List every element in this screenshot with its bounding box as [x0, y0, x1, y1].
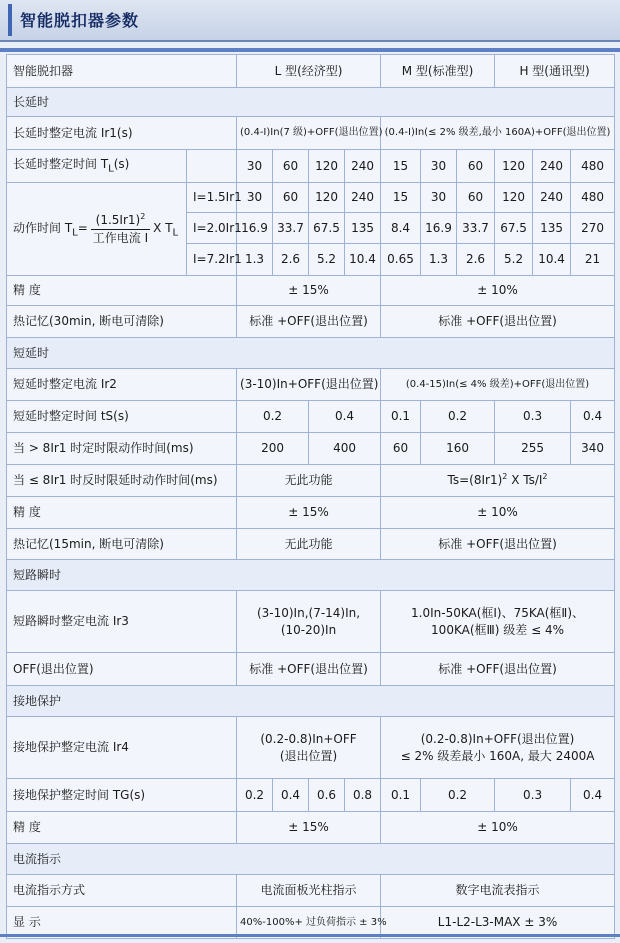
condition-label: I=1.5Ir1 [187, 183, 237, 213]
row-tg [7, 779, 615, 812]
header-l-type: L 型(经济型) [237, 55, 381, 88]
ts-mh-value: 0.3 [495, 401, 571, 433]
action-value: 30 [421, 183, 457, 213]
section-title: 接地保护 [7, 686, 615, 717]
action-value: 30 [237, 183, 273, 213]
section-instant [7, 560, 615, 591]
ir2-mh-value: (0.4-15)In(≤ 4% 级差)+OFF(退出位置) [381, 369, 615, 401]
tg-mh-value: 0.3 [495, 779, 571, 812]
row-label: 热记忆(30min, 断电可清除) [7, 306, 237, 338]
condition-label: I=7.2Ir1 [187, 244, 237, 276]
precision-l: ± 15% [237, 276, 381, 306]
title-accent-bar [8, 4, 12, 36]
row-label: 短延时整定时间 tS(s) [7, 401, 237, 433]
ir1-mh-value: (0.4-I)In(≤ 2% 级差,最小 160A)+OFF(退出位置) [381, 117, 615, 150]
precision-l: ± 15% [237, 812, 381, 844]
action-value: 480 [571, 183, 615, 213]
condition-label: I=2.0Ir1 [187, 213, 237, 244]
action-value: 1.3 [421, 244, 457, 276]
formula-fraction: $\frac{(1.5Ir1)^2}{\text{工作电流 I}}$ [92, 212, 149, 245]
action-value: 8.4 [381, 213, 421, 244]
section-ground [7, 686, 615, 717]
ir4-l-value: (0.2-0.8)In+OFF (退出位置) [237, 717, 381, 779]
fixed-mh-value: 60 [381, 433, 421, 465]
tl-value: 480 [571, 150, 615, 183]
action-value: 0.65 [381, 244, 421, 276]
tl-value: 240 [345, 150, 381, 183]
tg-l-value: 0.8 [345, 779, 381, 812]
inverse-l-value: 无此功能 [237, 465, 381, 497]
row-ir3 [7, 591, 615, 653]
row-label: 长延时整定时间 $T_L(s)$ [7, 150, 187, 183]
precision-mh: ± 10% [381, 497, 615, 529]
row-label: 精 度 [7, 497, 237, 529]
row-label: 接地保护整定时间 TG(s) [7, 779, 237, 812]
action-value: 240 [345, 183, 381, 213]
action-value: 240 [533, 183, 571, 213]
row-label: 短延时整定电流 Ir2 [7, 369, 237, 401]
action-value: 135 [345, 213, 381, 244]
row-label: 长延时整定电流 Ir1(s) [7, 117, 237, 150]
fixed-mh-value: 255 [495, 433, 571, 465]
header-divider [0, 48, 620, 52]
row-label: 精 度 [7, 812, 237, 844]
thermal-mh: 标准 +OFF(退出位置) [381, 306, 615, 338]
tl-value: 120 [495, 150, 533, 183]
action-value: 16.9 [237, 213, 273, 244]
action-value: 120 [495, 183, 533, 213]
inverse-mh-formula: $Ts=(8Ir1)^2$ X $Ts/I^2$ [381, 465, 615, 497]
fixed-mh-value: 160 [421, 433, 495, 465]
section-title: 电流指示 [7, 844, 615, 875]
page-title: 智能脱扣器参数 [20, 11, 140, 30]
row-label: 当 ≤ 8Ir1 时反时限延时动作时间(ms) [7, 465, 237, 497]
action-value: 270 [571, 213, 615, 244]
row-ts [7, 401, 615, 433]
section-short-delay [7, 338, 615, 369]
row-ground-precision [7, 812, 615, 844]
row-label: 电流指示方式 [7, 875, 237, 907]
action-value: 135 [533, 213, 571, 244]
section-title: 长延时 [7, 88, 615, 117]
precision-l: ± 15% [237, 497, 381, 529]
row-short-thermal [7, 529, 615, 560]
section-current [7, 844, 615, 875]
ts-mh-value: 0.2 [421, 401, 495, 433]
row-ir4 [7, 717, 615, 779]
row-long-precision [7, 276, 615, 306]
action-value: 16.9 [421, 213, 457, 244]
tg-l-value: 0.2 [237, 779, 273, 812]
row-action-1 [7, 183, 615, 213]
action-value: 15 [381, 183, 421, 213]
row-label: OFF(退出位置) [7, 653, 237, 686]
row-label: 接地保护整定电流 Ir4 [7, 717, 237, 779]
row-label: 精 度 [7, 276, 237, 306]
action-value: 2.6 [457, 244, 495, 276]
row-inverse-time [7, 465, 615, 497]
parameters-table [6, 54, 615, 939]
ir3-l-value: (3-10)In,(7-14)In, (10-20)In [237, 591, 381, 653]
precision-mh: ± 10% [381, 812, 615, 844]
action-value: 33.7 [273, 213, 309, 244]
action-value: 2.6 [273, 244, 309, 276]
ts-mh-value: 0.4 [571, 401, 615, 433]
ts-mh-value: 0.1 [381, 401, 421, 433]
action-value: 10.4 [533, 244, 571, 276]
fixed-mh-value: 340 [571, 433, 615, 465]
row-ir1 [7, 117, 615, 150]
section-title: 短延时 [7, 338, 615, 369]
row-label: 显 示 [7, 907, 237, 939]
precision-mh: ± 10% [381, 276, 615, 306]
tl-value: 60 [457, 150, 495, 183]
row-label: 热记忆(15min, 断电可清除) [7, 529, 237, 560]
action-value: 67.5 [495, 213, 533, 244]
thermal-l: 标准 +OFF(退出位置) [237, 306, 381, 338]
ir3-mh-value: 1.0In-50KA(框Ⅰ)、75KA(框Ⅱ)、 100KA(框Ⅲ) 级差 ≤ 4% [381, 591, 615, 653]
ir1-l-value: (0.4-I)In(7 级)+OFF(退出位置) [237, 117, 381, 150]
tg-l-value: 0.4 [273, 779, 309, 812]
header-row [7, 55, 615, 88]
tl-value: 240 [533, 150, 571, 183]
tg-mh-value: 0.1 [381, 779, 421, 812]
title-header [0, 0, 620, 42]
tl-value: 30 [237, 150, 273, 183]
section-long-delay [7, 88, 615, 117]
tg-mh-value: 0.4 [571, 779, 615, 812]
action-value: 60 [273, 183, 309, 213]
action-value: 5.2 [495, 244, 533, 276]
action-time-formula: 动作时间 $T_L=$ $\frac{(1.5Ir1)^2}{\text{工作电流 I}}$ X $T_L$ [7, 183, 187, 276]
fixed-l-value: 200 [237, 433, 309, 465]
empty-cell [187, 150, 237, 183]
action-value: 5.2 [309, 244, 345, 276]
header-m-type: M 型(标准型) [381, 55, 495, 88]
tl-value: 120 [309, 150, 345, 183]
ts-l-value: 0.2 [237, 401, 309, 433]
row-label: 短路瞬时整定电流 Ir3 [7, 591, 237, 653]
tg-l-value: 0.6 [309, 779, 345, 812]
section-title: 短路瞬时 [7, 560, 615, 591]
action-value: 67.5 [309, 213, 345, 244]
action-value: 1.3 [237, 244, 273, 276]
thermal-mh: 标准 +OFF(退出位置) [381, 529, 615, 560]
tg-mh-value: 0.2 [421, 779, 495, 812]
action-value: 21 [571, 244, 615, 276]
row-fixed-time [7, 433, 615, 465]
mode-l: 电流面板光柱指示 [237, 875, 381, 907]
row-current-mode [7, 875, 615, 907]
row-ir2 [7, 369, 615, 401]
tl-value: 30 [421, 150, 457, 183]
header-col-label: 智能脱扣器 [7, 55, 237, 88]
action-value: 33.7 [457, 213, 495, 244]
action-value: 60 [457, 183, 495, 213]
thermal-l: 无此功能 [237, 529, 381, 560]
display-l: 40%-100%+ 过负荷指示 ± 3% [237, 907, 381, 939]
row-tl [7, 150, 615, 183]
ir4-mh-value: (0.2-0.8)In+OFF(退出位置) ≤ 2% 级差最小 160A, 最大 2400A [381, 717, 615, 779]
action-value: 120 [309, 183, 345, 213]
bottom-divider [0, 934, 620, 937]
off-l: 标准 +OFF(退出位置) [237, 653, 381, 686]
row-long-thermal [7, 306, 615, 338]
mode-mh: 数字电流表指示 [381, 875, 615, 907]
ir2-l-value: (3-10)In+OFF(退出位置) [237, 369, 381, 401]
display-mh: L1-L2-L3-MAX ± 3% [381, 907, 615, 939]
row-short-precision [7, 497, 615, 529]
off-mh: 标准 +OFF(退出位置) [381, 653, 615, 686]
tl-value: 60 [273, 150, 309, 183]
tl-value: 15 [381, 150, 421, 183]
row-label: 当 > 8Ir1 时定时限动作时间(ms) [7, 433, 237, 465]
action-value: 10.4 [345, 244, 381, 276]
header-h-type: H 型(通讯型) [495, 55, 615, 88]
row-off [7, 653, 615, 686]
fixed-l-value: 400 [309, 433, 381, 465]
ts-l-value: 0.4 [309, 401, 381, 433]
